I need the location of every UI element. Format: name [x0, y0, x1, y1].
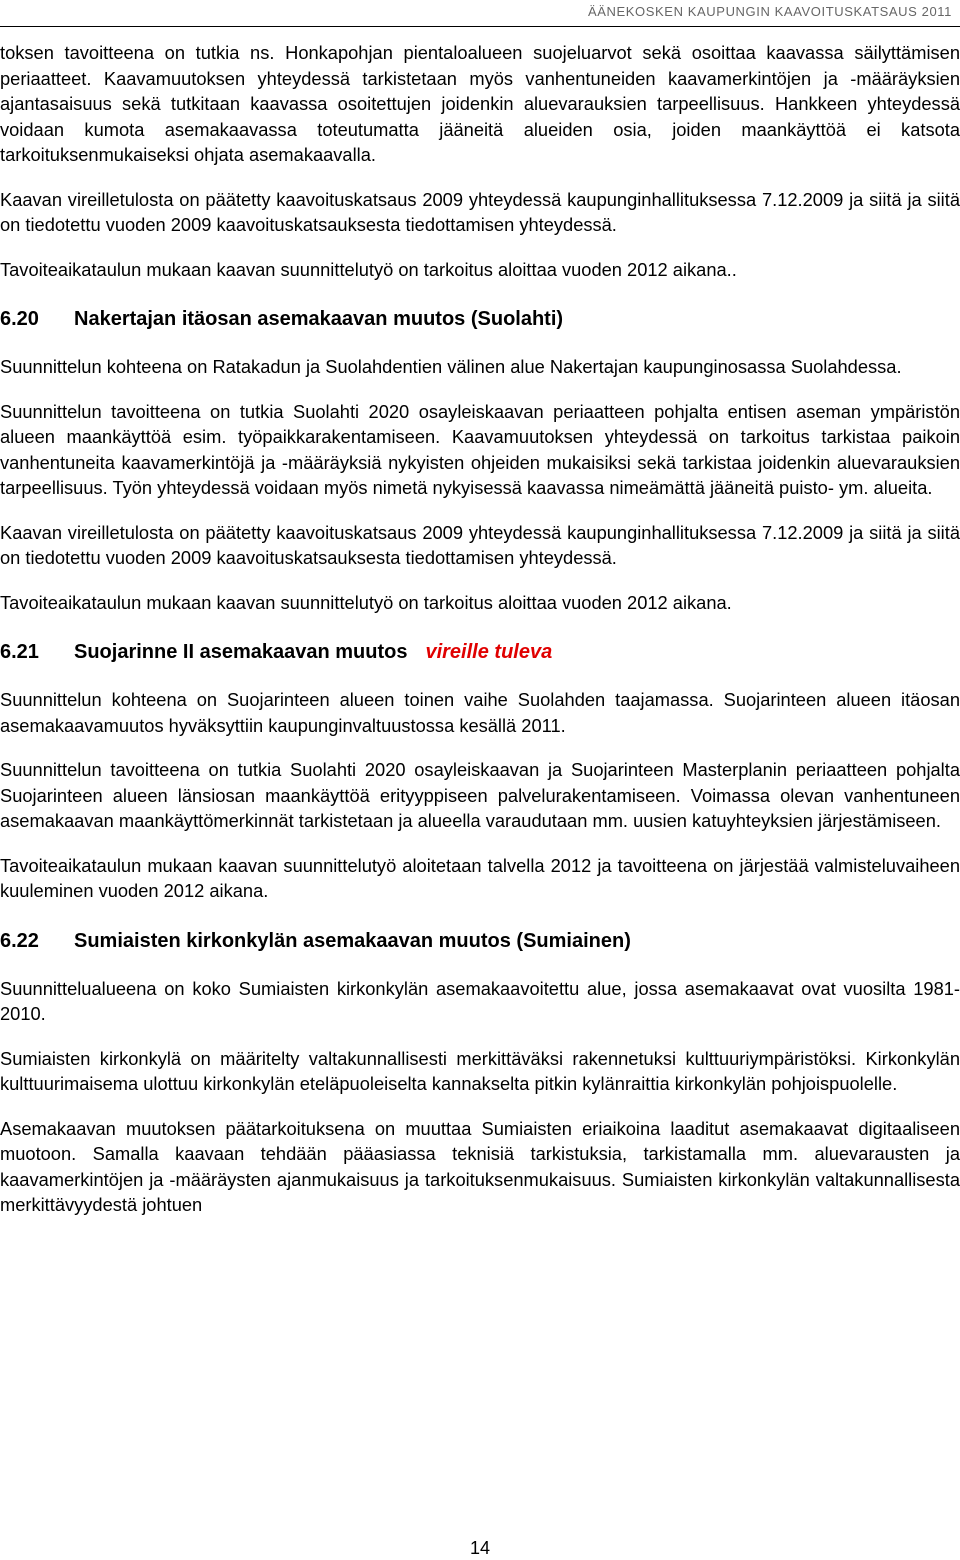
s620-paragraph-4: Tavoiteaikataulun mukaan kaavan suunnittelutyö on tarkoitus aloittaa vuoden 2012 aikana. [0, 591, 732, 613]
intro-paragraph-3: Tavoiteaikataulun mukaan kaavan suunnittelutyö on tarkoitus aloittaa vuoden 2012 aikana.. [0, 258, 737, 280]
section-status: vireille tuleva [425, 641, 553, 663]
s620-paragraph-2: Suunnittelun tavoitteena on tutkia Suolahti 2020 osayleiskaavan periaatteen pohjalta entisen aseman ympäristön alueen maankäyttöä esim. työpaikkarakentamiseen. Kaavamuutoksen yhteydessä on tarkoitus tarkistaa paikoin vanhentuneita kaavamerkintöjä ja -määräyksiä nykyisten ohjeiden mukaisiksi sekä tarkistaa joidenkin aluevarauksien tarpeellisuus. Työn yhteydessä voidaan myös nimetä nykyisessä kaavassa nimeämättä jääneitä puisto- ym. alueita. [0, 400, 960, 498]
section-title: Sumiaisten kirkonkylän asemakaavan muutos (Sumiainen) [74, 929, 631, 952]
page-header: ÄÄNEKOSKEN KAUPUNGIN KAAVOITUSKATSAUS 2011 [587, 4, 952, 19]
section-number: 6.22 [0, 929, 39, 952]
section-heading-6-21 [0, 639, 960, 665]
section-title: Nakertajan itäosan asemakaavan muutos (Suolahti) [74, 308, 564, 330]
s622-paragraph-2: Sumiaisten kirkonkylä on määritelty valtakunnallisesti merkittäväksi rakennetuksi kulttuuriympäristöksi. Kirkonkylän kulttuurimaisema ulottuu kirkonkylän eteläpuoleiselta kannakselta pitkin kylänraittia kirkonkylän pohjoispuolelle. [0, 1047, 960, 1094]
section-heading-6-22 [0, 928, 960, 954]
intro-paragraph-2: Kaavan vireilletulosta on päätetty kaavoituskatsaus 2009 yhteydessä kaupunginhallituksessa 7.12.2009 ja siitä ja siitä on tiedotettu vuoden 2009 kaavoituskatsauksesta tiedottamisen yhteydessä. [0, 188, 960, 235]
header-divider [0, 26, 960, 27]
section-number: 6.21 [0, 641, 39, 663]
s620-paragraph-1: Suunnittelun kohteena on Ratakadun ja Suolahdentien välinen alue Nakertajan kaupunginosassa Suolahdessa. [0, 356, 902, 377]
page-number: 14 [469, 1538, 491, 1558]
section-title: Suojarinne II asemakaavan muutos [74, 641, 408, 663]
s622-paragraph-1: Suunnittelualueena on koko Sumiaisten kirkonkylän asemakaavoitettu alue, jossa asemakaavat ovat vuosilta 1981-2010. [0, 977, 960, 1024]
intro-paragraph-1: toksen tavoitteena on tutkia ns. Honkapohjan pientaloalueen suojeluarvot sekä osoittaa kaavassa säilyttämisen periaatteet. Kaavamuutoksen yhteydessä tarkistetaan myös vanhentuneiden kaavamerkintöjen ja -määräyksien ajantasaisuus sekä tutkitaan kaavassa osoitettujen joidenkin aluevarauksien tarpeellisuus. Hankkeen yhteydessä voidaan kumota asemakaavassa toteutumatta jääneitä alueiden osia, joiden maankäyttöä ei katsota tarkoituksenmukaiseksi ohjata asemakaavalla. [0, 42, 960, 165]
section-heading-6-20 [0, 306, 960, 332]
s621-paragraph-2: Suunnittelun tavoitteena on tutkia Suolahti 2020 osayleiskaavan ja Suojarinteen Masterplanin periaatteen pohjalta Suojarinteen alueen länsiosan maankäyttöä erityyppiseen palvelurakentamiseen. Voimassa olevan vanhentuneen asemakaavan maankäyttömerkinnät tarkistetaan ja alueella varaudutaan mm. uusien katuyhteyksien järjestämiseen. [0, 759, 960, 831]
s621-paragraph-1: Suunnittelun kohteena on Suojarinteen alueen toinen vaihe Suolahden taajamassa. Suojarinteen alueen itäosan asemakaavamuutos hyväksyttiin kaupunginvaltuustossa kesällä 2011. [0, 689, 960, 736]
s621-paragraph-3: Tavoiteaikataulun mukaan kaavan suunnittelutyö aloitetaan talvella 2012 ja tavoitteena on järjestää valmisteluvaiheen kuuleminen vuoden 2012 aikana. [0, 854, 960, 901]
s620-paragraph-3: Kaavan vireilletulosta on päätetty kaavoituskatsaus 2009 yhteydessä kaupunginhallituksessa 7.12.2009 ja siitä ja siitä on tiedotettu vuoden 2009 kaavoituskatsauksesta tiedottamisen yhteydessä. [0, 521, 960, 568]
s622-paragraph-3: Asemakaavan muutoksen päätarkoituksena on muuttaa Sumiaisten eriaikoina laaditut asemakaavat digitaaliseen muotoon. Samalla kaavaan tehdään pääasiassa teknisiä tarkistuksia, tarkistamalla mm. aluevarausten ja kaavamerkintöjen ja -määräysten ajanmukaisuus ja tarkoituksenmukaisuus. Sumiaisten kirkonkylän valtakunnallisesta merkittävyydestä johtuen [0, 1117, 960, 1215]
section-number: 6.20 [0, 308, 39, 330]
document-body [0, 40, 960, 1237]
